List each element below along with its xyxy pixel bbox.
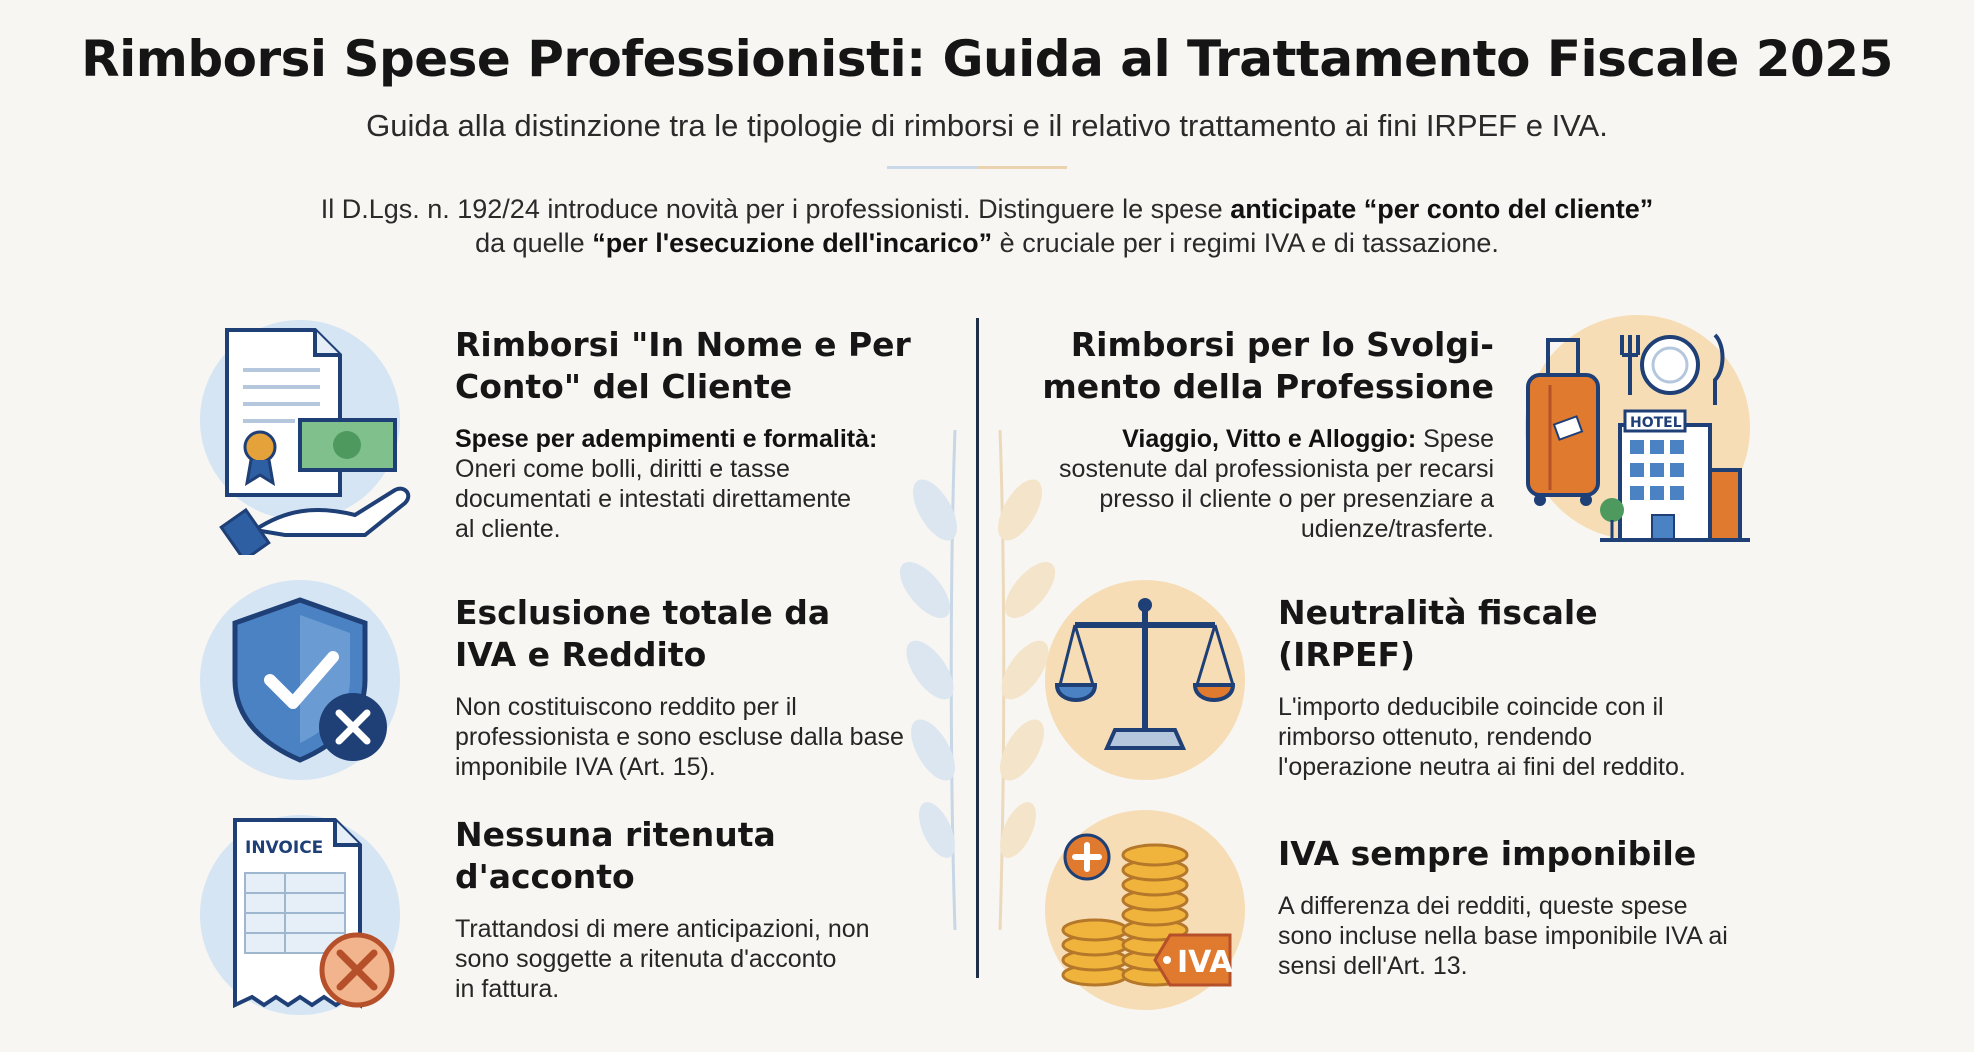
right-item-3 (1278, 833, 1758, 981)
right-item-2-text: rimborso ottenuto, rendendo (1278, 723, 1593, 751)
left-item-2-text: professionista e sono escluse dalla base (455, 723, 904, 751)
right-item-1-text: Spese (1416, 425, 1494, 453)
left-item-1-lead: Spese per adempimenti e formalità: (455, 425, 878, 453)
right-item-2 (1278, 592, 1758, 782)
right-item-1-lead: Viaggio, Vitto e Alloggio: (1122, 425, 1417, 453)
right-item-3-text: sensi dell'Art. 13. (1278, 952, 1468, 980)
intro-line2b: è cruciale per i regimi IVA e di tassazione. (992, 228, 1499, 258)
hotel-sign: HOTEL (1630, 415, 1682, 431)
right-item-1 (1000, 324, 1494, 544)
left-item-1-text: documentati e intestati direttamente (455, 485, 852, 513)
iva-tag-label: IVA (1177, 945, 1233, 980)
left-item-2-title-line2: IVA e Reddito (455, 635, 707, 674)
left-item-1-text: Oneri come bolli, diritti e tasse (455, 455, 790, 483)
title-rule-left (887, 166, 977, 169)
left-item-1-title-line2: Conto" del Cliente (455, 367, 793, 406)
intro-line1: Il D.Lgs. n. 192/24 introduce novità per i professionisti. Distinguere le spese (320, 194, 1231, 224)
left-item-3-text: in fattura. (455, 975, 560, 1003)
title-rule-right (977, 166, 1067, 169)
left-item-3 (455, 814, 925, 1004)
right-item-2-text: L'importo deducibile coincide con il (1278, 693, 1664, 721)
left-item-3-text: sono soggette a ritenuta d'acconto (455, 945, 837, 973)
page-subtitle: Guida alla distinzione tra le tipologie di rimborsi e il relativo trattamento ai fini IRPEF e IVA. (366, 108, 1608, 143)
left-item-2-text: imponibile IVA (Art. 15). (455, 753, 716, 781)
left-item-3-title-line1: Nessuna ritenuta (455, 815, 776, 854)
page-title: Rimborsi Spese Professionisti: Guida al Trattamento Fiscale 2025 (81, 30, 1893, 88)
right-item-3-text: A differenza dei redditi, queste spese (1278, 892, 1688, 920)
right-item-3-title: IVA sempre imponibile (1278, 834, 1697, 873)
right-item-1-text: udienze/trasferte. (1300, 515, 1494, 543)
left-item-3-title-line2: d'acconto (455, 857, 635, 896)
right-item-1-text: sostenute dal professionista per recarsi (1059, 455, 1494, 483)
left-item-2-text: Non costituiscono reddito per il (455, 693, 797, 721)
right-item-2-title-line2: (IRPEF) (1278, 635, 1416, 674)
intro-text (0, 192, 1974, 260)
intro-line1-bold: anticipate “per conto del cliente” (1230, 194, 1654, 224)
intro-line2a: da quelle (475, 228, 593, 258)
left-item-2 (455, 592, 925, 782)
right-item-1-title-line2: mento della Professione (1042, 367, 1494, 406)
left-item-1 (455, 324, 925, 544)
right-item-1-text: presso il cliente o per presenziare a (1099, 485, 1494, 513)
coins-iva-icon (1055, 825, 1245, 1005)
document-money-hand-icon (215, 325, 415, 555)
right-item-2-title-line1: Neutralità fiscale (1278, 593, 1598, 632)
right-item-2-text: l'operazione neutra ai fini del reddito. (1278, 753, 1686, 781)
left-item-1-text: al cliente. (455, 515, 561, 543)
left-item-2-title-line1: Esclusione totale da (455, 593, 831, 632)
center-divider (976, 318, 979, 978)
shield-check-icon (225, 595, 405, 775)
invoice-label: INVOICE (245, 838, 324, 858)
right-item-3-text: sono incluse nella base imponibile IVA ai (1278, 922, 1728, 950)
intro-line2-bold: “per l'esecuzione dell'incarico” (592, 228, 993, 258)
left-item-3-text: Trattandosi di mere anticipazioni, non (455, 915, 870, 943)
balance-scale-icon (1055, 590, 1235, 770)
left-item-1-title-line1: Rimborsi "In Nome e Per (455, 325, 911, 364)
right-item-1-title-line1: Rimborsi per lo Svolgi- (1070, 325, 1494, 364)
travel-hotel-icon (1520, 325, 1760, 555)
invoice-cancel-icon (230, 815, 410, 1015)
